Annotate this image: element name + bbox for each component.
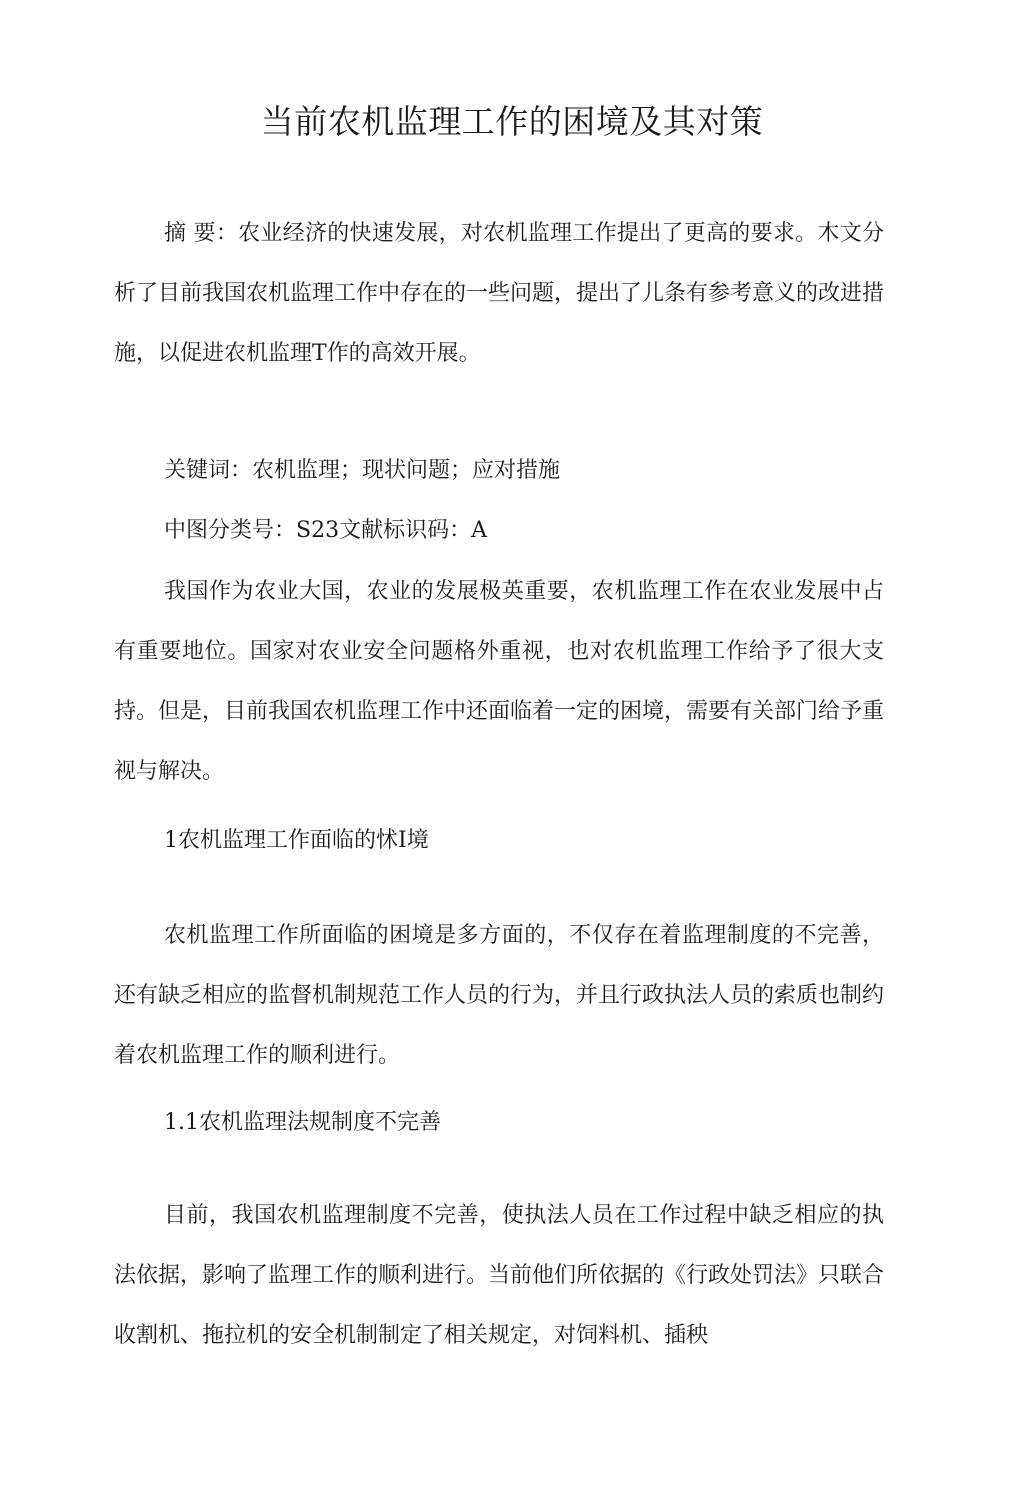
section-1-1-paragraph: 目前，我国农机监理制度不完善，使执法人员在工作过程中缺乏相应的执法依据，影响了监理工作的顺利进行。当前他们所依据的《行政处罚法》只联合收割机、拖拉机的安全机制制定了相关规定，对饲料机、插秧 <box>114 1203 885 1348</box>
abstract-paragraph: 摘 要：农业经济的快速发展，对农机监理工作提出了更高的要求。木文分析了目前我国农机监理工作中存在的一些问题，提出了儿条有参考意义的改进措施，以促进农机监理T作的高效开展。 <box>114 221 885 366</box>
section-1-paragraph: 农机监理工作所面临的困境是多方面的，不仅存在着监理制度的不完善，还有缺乏相应的监督机制规范工作人员的行为，并且行政执法人员的索质也制约着农机监理工作的顺利进行。 <box>114 923 885 1068</box>
section-1-1-heading: 1.1农机监理法规制度不完善 <box>164 1110 441 1135</box>
intro-paragraph: 我国作为农业大国，农业的发展极英重要，农机监理工作在农业发展中占有重要地位。国家对农业安全问题格外重视，也对农机监理工作给予了很大支持。但是，目前我国农机监理工作中还面临着一定的困境，需要有关部门给予重视与解决。 <box>114 579 885 784</box>
document-title: 当前农机监理工作的困境及其对策 <box>260 102 764 141</box>
section-1-heading: 1农机监理工作面临的怵I境 <box>164 828 429 853</box>
classification-line: 中图分类号：S23文献标识码：A <box>164 518 487 543</box>
keywords-line: 关键词：农机监理；现状问题；应对措施 <box>164 458 561 483</box>
